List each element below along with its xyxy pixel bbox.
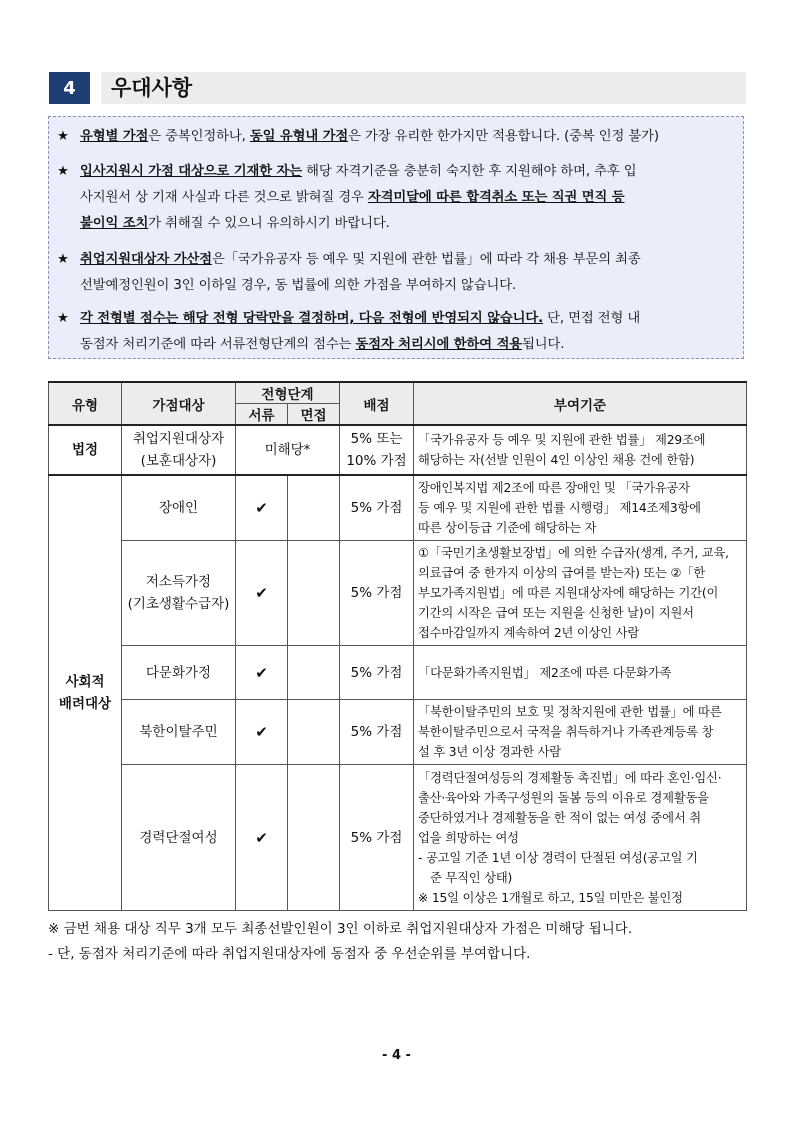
notice-line-4: 불이익 조치가 취해질 수 있으니 유의하시기 바랍니다.: [80, 216, 390, 231]
header-criteria: 부여기준: [414, 382, 747, 425]
points-cell: 5% 가점: [340, 765, 414, 911]
type-social: 사회적 배려대상: [49, 475, 122, 911]
star-icon: ★: [57, 311, 69, 326]
notice-line-2: ★ 입사지원시 가점 대상으로 기재한 자는 해당 자격기준을 충분히 숙지한 후 지원해야 하며, 추후 입: [57, 164, 637, 179]
table-row-legal: [49, 425, 747, 475]
interview-cell: [288, 765, 340, 911]
notice-box: [48, 116, 744, 359]
check-icon: ✔: [236, 475, 288, 541]
notice-line-5: ★ 취업지원대상자 가산점은「국가유공자 등 예우 및 지원에 관한 법률」에 따라 각 채용 부문의 최종: [57, 252, 641, 267]
table-row: [49, 765, 747, 911]
target-cell: 경력단절여성: [122, 765, 236, 911]
star-icon: ★: [57, 164, 69, 179]
check-icon: ✔: [236, 700, 288, 765]
criteria-cell: 「경력단절여성등의 경제활동 촉진법」에 따라 혼인·임신· 출산·육아와 가족구성원의 돌봄 등의 이유로 경제활동을 중단하였거나 경제활동을 한 적이 없는 여성 중에서 취 업을 희망하는 여성 - 공고일 기준 1년 이상 경력이 단절된 여성(공고일 기 준 무직인 상태) ※ 15일 이상은 1개월로 하고, 15일 미만은 불인정: [414, 765, 747, 911]
page-number: - 4 -: [382, 1048, 411, 1063]
header-target: 가점대상: [122, 382, 236, 425]
header-points: 배점: [340, 382, 414, 425]
target-cell: 취업지원대상자 (보훈대상자): [122, 425, 236, 475]
header-type: 유형: [49, 382, 122, 425]
header-doc: 서류: [236, 404, 288, 426]
check-icon: ✔: [236, 646, 288, 700]
points-cell: 5% 가점: [340, 646, 414, 700]
notice-line-8: 동점자 처리기준에 따라 서류전형단계의 점수는 동점자 처리시에 한하여 적용됩니다.: [80, 337, 565, 352]
section-number: 4: [49, 72, 90, 104]
criteria-cell: ①「국민기초생활보장법」에 의한 수급자(생계, 주거, 교육, 의료급여 중 한가지 이상의 급여를 받는자) 또는 ②「한 부모가족지원법」에 따른 지원대상자에 해당하는 기간(이 기간의 시작은 급여 또는 지원을 신청한 날)이 지원서 접수마감일까지 계속하여 2년 이상인 사람: [414, 541, 747, 646]
star-icon: ★: [57, 129, 69, 144]
header-interview: 면접: [288, 404, 340, 426]
notice-line-3: 사지원서 상 기재 사실과 다른 것으로 밝혀질 경우 자격미달에 따른 합격취소 또는 직권 면직 등: [80, 190, 625, 205]
table-row: [49, 541, 747, 646]
header-stage: 전형단계: [236, 382, 340, 404]
target-cell: 장애인: [122, 475, 236, 541]
section-title: 우대사항: [111, 76, 193, 100]
section-header: [49, 72, 746, 104]
interview-cell: [288, 700, 340, 765]
criteria-cell: 「다문화가족지원법」 제2조에 따른 다문화가족: [414, 646, 747, 700]
interview-cell: [288, 646, 340, 700]
criteria-cell: 「북한이탈주민의 보호 및 정착지원에 관한 법률」에 따른 북한이탈주민으로서 국적을 취득하거나 가족관계등록 창 설 후 3년 이상 경과한 사람: [414, 700, 747, 765]
points-cell: 5% 가점: [340, 541, 414, 646]
criteria-cell: 「국가유공자 등 예우 및 지원에 관한 법률」 제29조에 해당하는 자(선발 인원이 4인 이상인 채용 건에 한함): [414, 425, 747, 475]
target-cell: 북한이탈주민: [122, 700, 236, 765]
points-cell: 5% 가점: [340, 475, 414, 541]
table-row: [49, 700, 747, 765]
notice-line-1: ★ 유형별 가점은 중복인정하나, 동일 유형내 가점은 가장 유리한 한가지만 적용합니다. (중복 인정 불가): [57, 129, 659, 144]
interview-cell: [288, 541, 340, 646]
table-row: [49, 475, 747, 541]
bonus-points-table: [48, 381, 747, 911]
type-legal: 법정: [49, 425, 122, 475]
target-cell: 저소득가정 (기초생활수급자): [122, 541, 236, 646]
criteria-cell: 장애인복지법 제2조에 따른 장애인 및 「국가유공자 등 예우 및 지원에 관한 법률 시행령」 제14조제3항에 따른 상이등급 기준에 해당하는 자: [414, 475, 747, 541]
star-icon: ★: [57, 252, 69, 267]
target-cell: 다문화가정: [122, 646, 236, 700]
stage-cell: 미해당*: [236, 425, 340, 475]
table-row: [49, 646, 747, 700]
footnote-1: ※ 금번 채용 대상 직무 3개 모두 최종선발인원이 3인 이하로 취업지원대상자 가점은 미해당 됩니다.: [48, 921, 633, 937]
interview-cell: [288, 475, 340, 541]
check-icon: ✔: [236, 541, 288, 646]
check-icon: ✔: [236, 765, 288, 911]
notice-line-7: ★ 각 전형별 점수는 해당 전형 당락만을 결정하며, 다음 전형에 반영되지 않습니다. 단, 면접 전형 내: [57, 311, 641, 326]
points-cell: 5% 가점: [340, 700, 414, 765]
points-cell: 5% 또는 10% 가점: [340, 425, 414, 475]
section-title-bar: [101, 72, 746, 104]
notice-line-6: 선발예정인원이 3인 이하일 경우, 동 법률에 의한 가점을 부여하지 않습니다.: [80, 278, 517, 293]
footnote-2: - 단, 동점자 처리기준에 따라 취업지원대상자에 동점자 중 우선순위를 부여합니다.: [48, 946, 531, 962]
